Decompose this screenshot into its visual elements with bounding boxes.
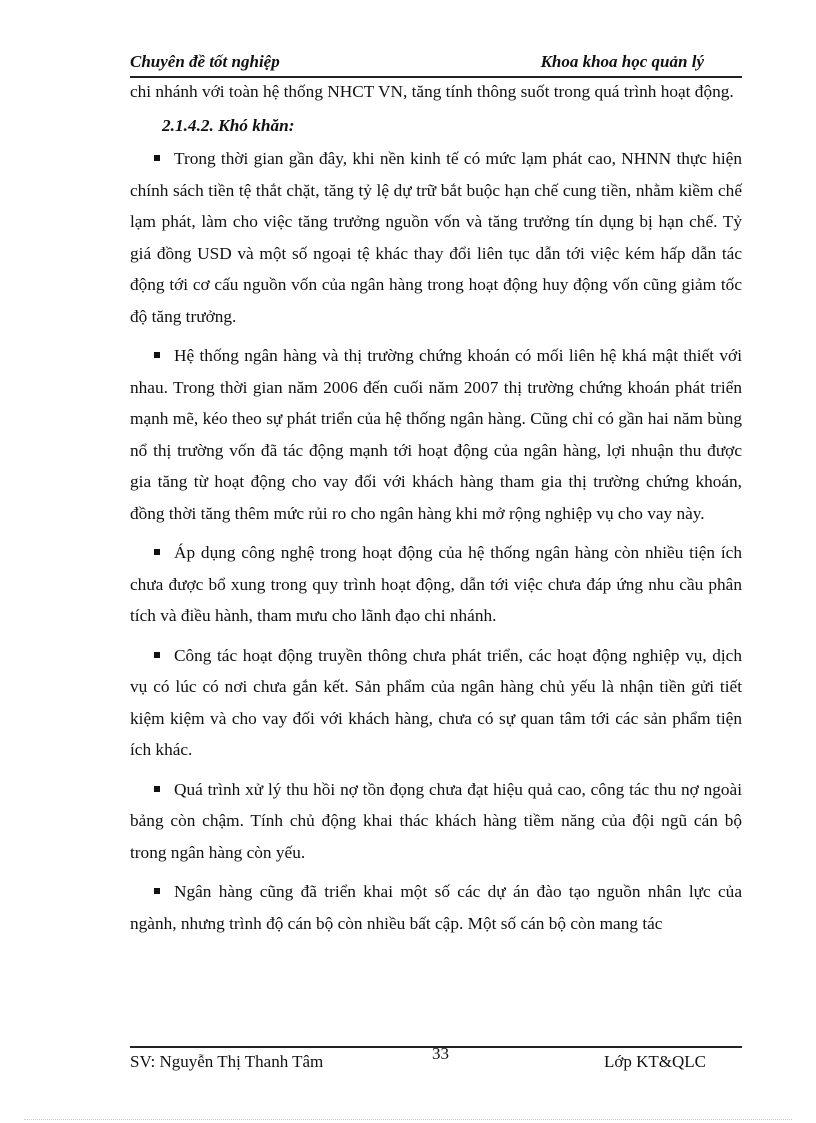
square-bullet-icon xyxy=(154,352,160,358)
bullet-text: Quá trình xử lý thu hồi nợ tồn đọng chưa đạt hiệu quả cao, công tác thu nợ ngoài bảng còn chậm. Tính chủ động khai thác khách hàng tiềm năng của đội ngũ cán bộ trong ngân hàng còn yếu. xyxy=(130,779,742,862)
page-footer xyxy=(130,1046,742,1078)
document-body xyxy=(130,76,742,947)
square-bullet-icon xyxy=(154,155,160,161)
bullet-text: Áp dụng công nghệ trong hoạt động của hệ thống ngân hàng còn nhiều tiện ích chưa được bổ xung trong quy trình hoạt động, dẫn tới việc chưa đáp ứng nhu cầu phân tích và điều hành, tham mưu cho lãnh đạo chi nhánh. xyxy=(130,543,742,625)
bullet-paragraph xyxy=(130,640,742,766)
header-title-left: Chuyên đề tốt nghiệp xyxy=(130,52,280,71)
footer-class: Lớp KT&QLC xyxy=(603,1052,706,1071)
bullet-paragraph xyxy=(130,143,742,332)
square-bullet-icon xyxy=(154,786,160,792)
bullet-paragraph xyxy=(130,537,742,632)
footer-student: SV: Nguyễn Thị Thanh Tâm xyxy=(130,1052,324,1071)
page-header xyxy=(130,52,742,78)
bullet-text: Ngân hàng cũng đã triển khai một số các dự án đào tạo nguồn nhân lực của ngành, nhưng trình độ cán bộ còn nhiều bất cập. Một số cán bộ còn mang tác xyxy=(130,882,742,933)
section-heading: 2.1.4.2. Khó khăn: xyxy=(162,115,295,135)
bullet-paragraph xyxy=(130,774,742,869)
intro-paragraph: chi nhánh với toàn hệ thống NHCT VN, tăng tính thông suốt trong quá trình hoạt động. xyxy=(130,82,734,101)
bullet-paragraph xyxy=(130,876,742,939)
bottom-dotted-divider xyxy=(24,1119,792,1120)
square-bullet-icon xyxy=(154,888,160,894)
page-number: 33 xyxy=(432,1044,449,1063)
bullet-text: Công tác hoạt động truyền thông chưa phát triển, các hoạt động nghiệp vụ, dịch vụ có lúc có nơi chưa gắn kết. Sản phẩm của ngân hàng chủ yếu là nhận tiền gửi tiết kiệm kiệm và cho vay đối với khách hàng, chưa có sự quan tâm tới các sản phẩm tiện ích khác. xyxy=(130,645,742,759)
square-bullet-icon xyxy=(154,652,160,658)
bullet-paragraph xyxy=(130,340,742,529)
bullet-text: Trong thời gian gần đây, khi nền kinh tế có mức lạm phát cao, NHNN thực hiện chính sách tiền tệ thắt chặt, tăng tỷ lệ dự trữ bắt buộc hạn chế cung tiền, nhằm kiềm chế lạm phát, làm cho việc tăng trưởng nguồn vốn và tăng trưởng tín dụng bị hạn chế. Tỷ giá đồng USD và một số ngoại tệ khác thay đổi liên tục dẫn tới việc kém hấp dẫn tác động tới cơ cấu nguồn vốn của ngân hàng trong hoạt động huy động vốn cũng giảm tốc độ tăng trưởng. xyxy=(130,149,742,326)
square-bullet-icon xyxy=(154,549,160,555)
header-title-right: Khoa khoa học quản lý xyxy=(540,52,704,71)
bullet-text: Hệ thống ngân hàng và thị trường chứng khoán có mối liên hệ khá mật thiết với nhau. Trong thời gian năm 2006 đến cuối năm 2007 thị trường chứng khoán phát triển mạnh mẽ, kéo theo sự phát triển của hệ thống ngân hàng. Cũng chỉ có gần hai năm bùng nổ thị trường vốn đã tác động mạnh tới hoạt động của ngân hàng, lợi nhuận thu được gia tăng từ hoạt động cho vay đối với khách hàng tham gia thị trường chứng khoán, đồng thời tăng thêm mức rủi ro cho ngân hàng khi mở rộng nghiệp vụ cho vay này. xyxy=(130,346,742,523)
